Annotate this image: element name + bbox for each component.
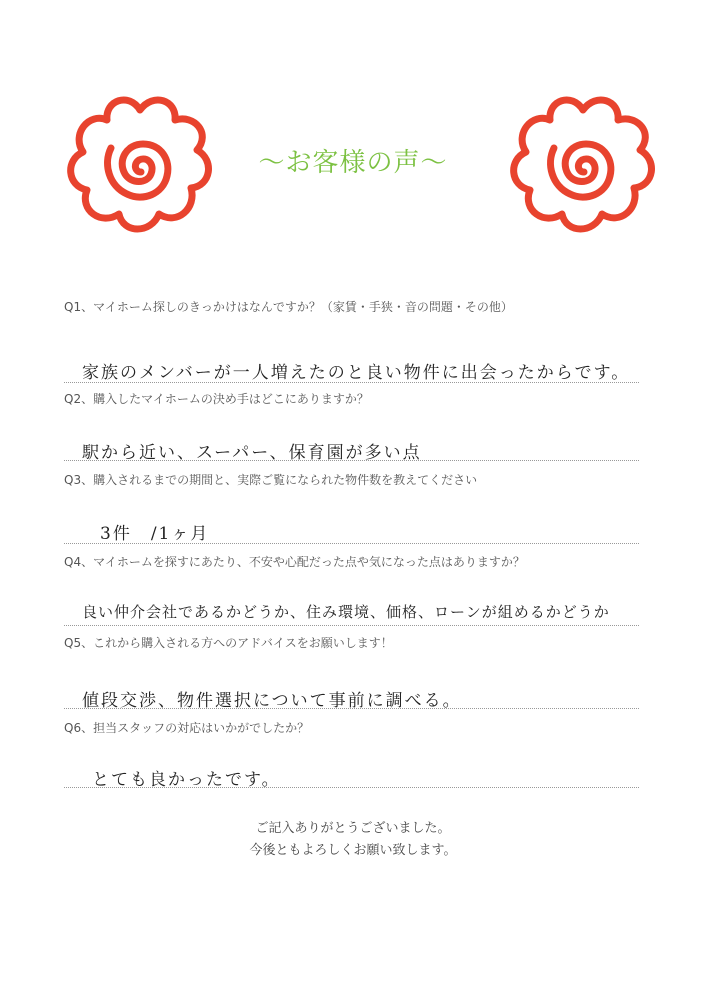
answer-4: 良い仲介会社であるかどうか、住み環境、価格、ローンが組めるかどうか	[82, 603, 610, 621]
closing-message	[0, 818, 706, 862]
qa-block-5	[64, 634, 644, 711]
answer-3: 3件 /1ヶ月	[100, 524, 210, 544]
answer-line-2	[64, 460, 639, 461]
qa-block-1	[64, 298, 644, 383]
answer-2: 駅から近い、スーパー、保育園が多い点	[82, 443, 422, 463]
answer-line-3	[64, 543, 639, 544]
closing-line-1: ご記入ありがとうございました。	[255, 821, 451, 836]
question-1: Q1、マイホーム探しのきっかけはなんですか？（家賃・手狭・音の問題・その他）	[64, 300, 513, 314]
answer-1: 家族のメンバーが一人増えたのと良い物件に出会ったからです。	[82, 363, 631, 383]
answer-line-4	[64, 625, 639, 626]
question-3: Q3、購入されるまでの期間と、実際ご覧になられた物件数を教えてください	[64, 473, 478, 487]
answer-6: とても良かったです。	[92, 770, 281, 790]
qa-block-4	[64, 553, 644, 621]
page-title: 〜お客様の声〜	[258, 148, 448, 178]
answer-line-5	[64, 708, 639, 709]
answer-5: 値段交渉、物件選択について事前に調べる。	[82, 691, 462, 711]
question-6: Q6、担当スタッフの対応はいかがでしたか？	[64, 721, 310, 735]
qa-block-2	[64, 390, 644, 463]
question-5: Q5、これから購入される方へのアドバイスをお願いします！	[64, 636, 393, 650]
answer-line-1	[64, 382, 639, 383]
qa-block-3	[64, 471, 644, 544]
question-4: Q4、マイホームを探すにあたり、不安や心配だった点や気になった点はありますか？	[64, 555, 525, 569]
qa-block-6	[64, 719, 644, 790]
question-2: Q2、購入したマイホームの決め手はどこにありますか？	[64, 392, 369, 406]
closing-line-2: 今後ともよろしくお願い致します。	[249, 843, 457, 858]
answer-line-6	[64, 787, 639, 788]
